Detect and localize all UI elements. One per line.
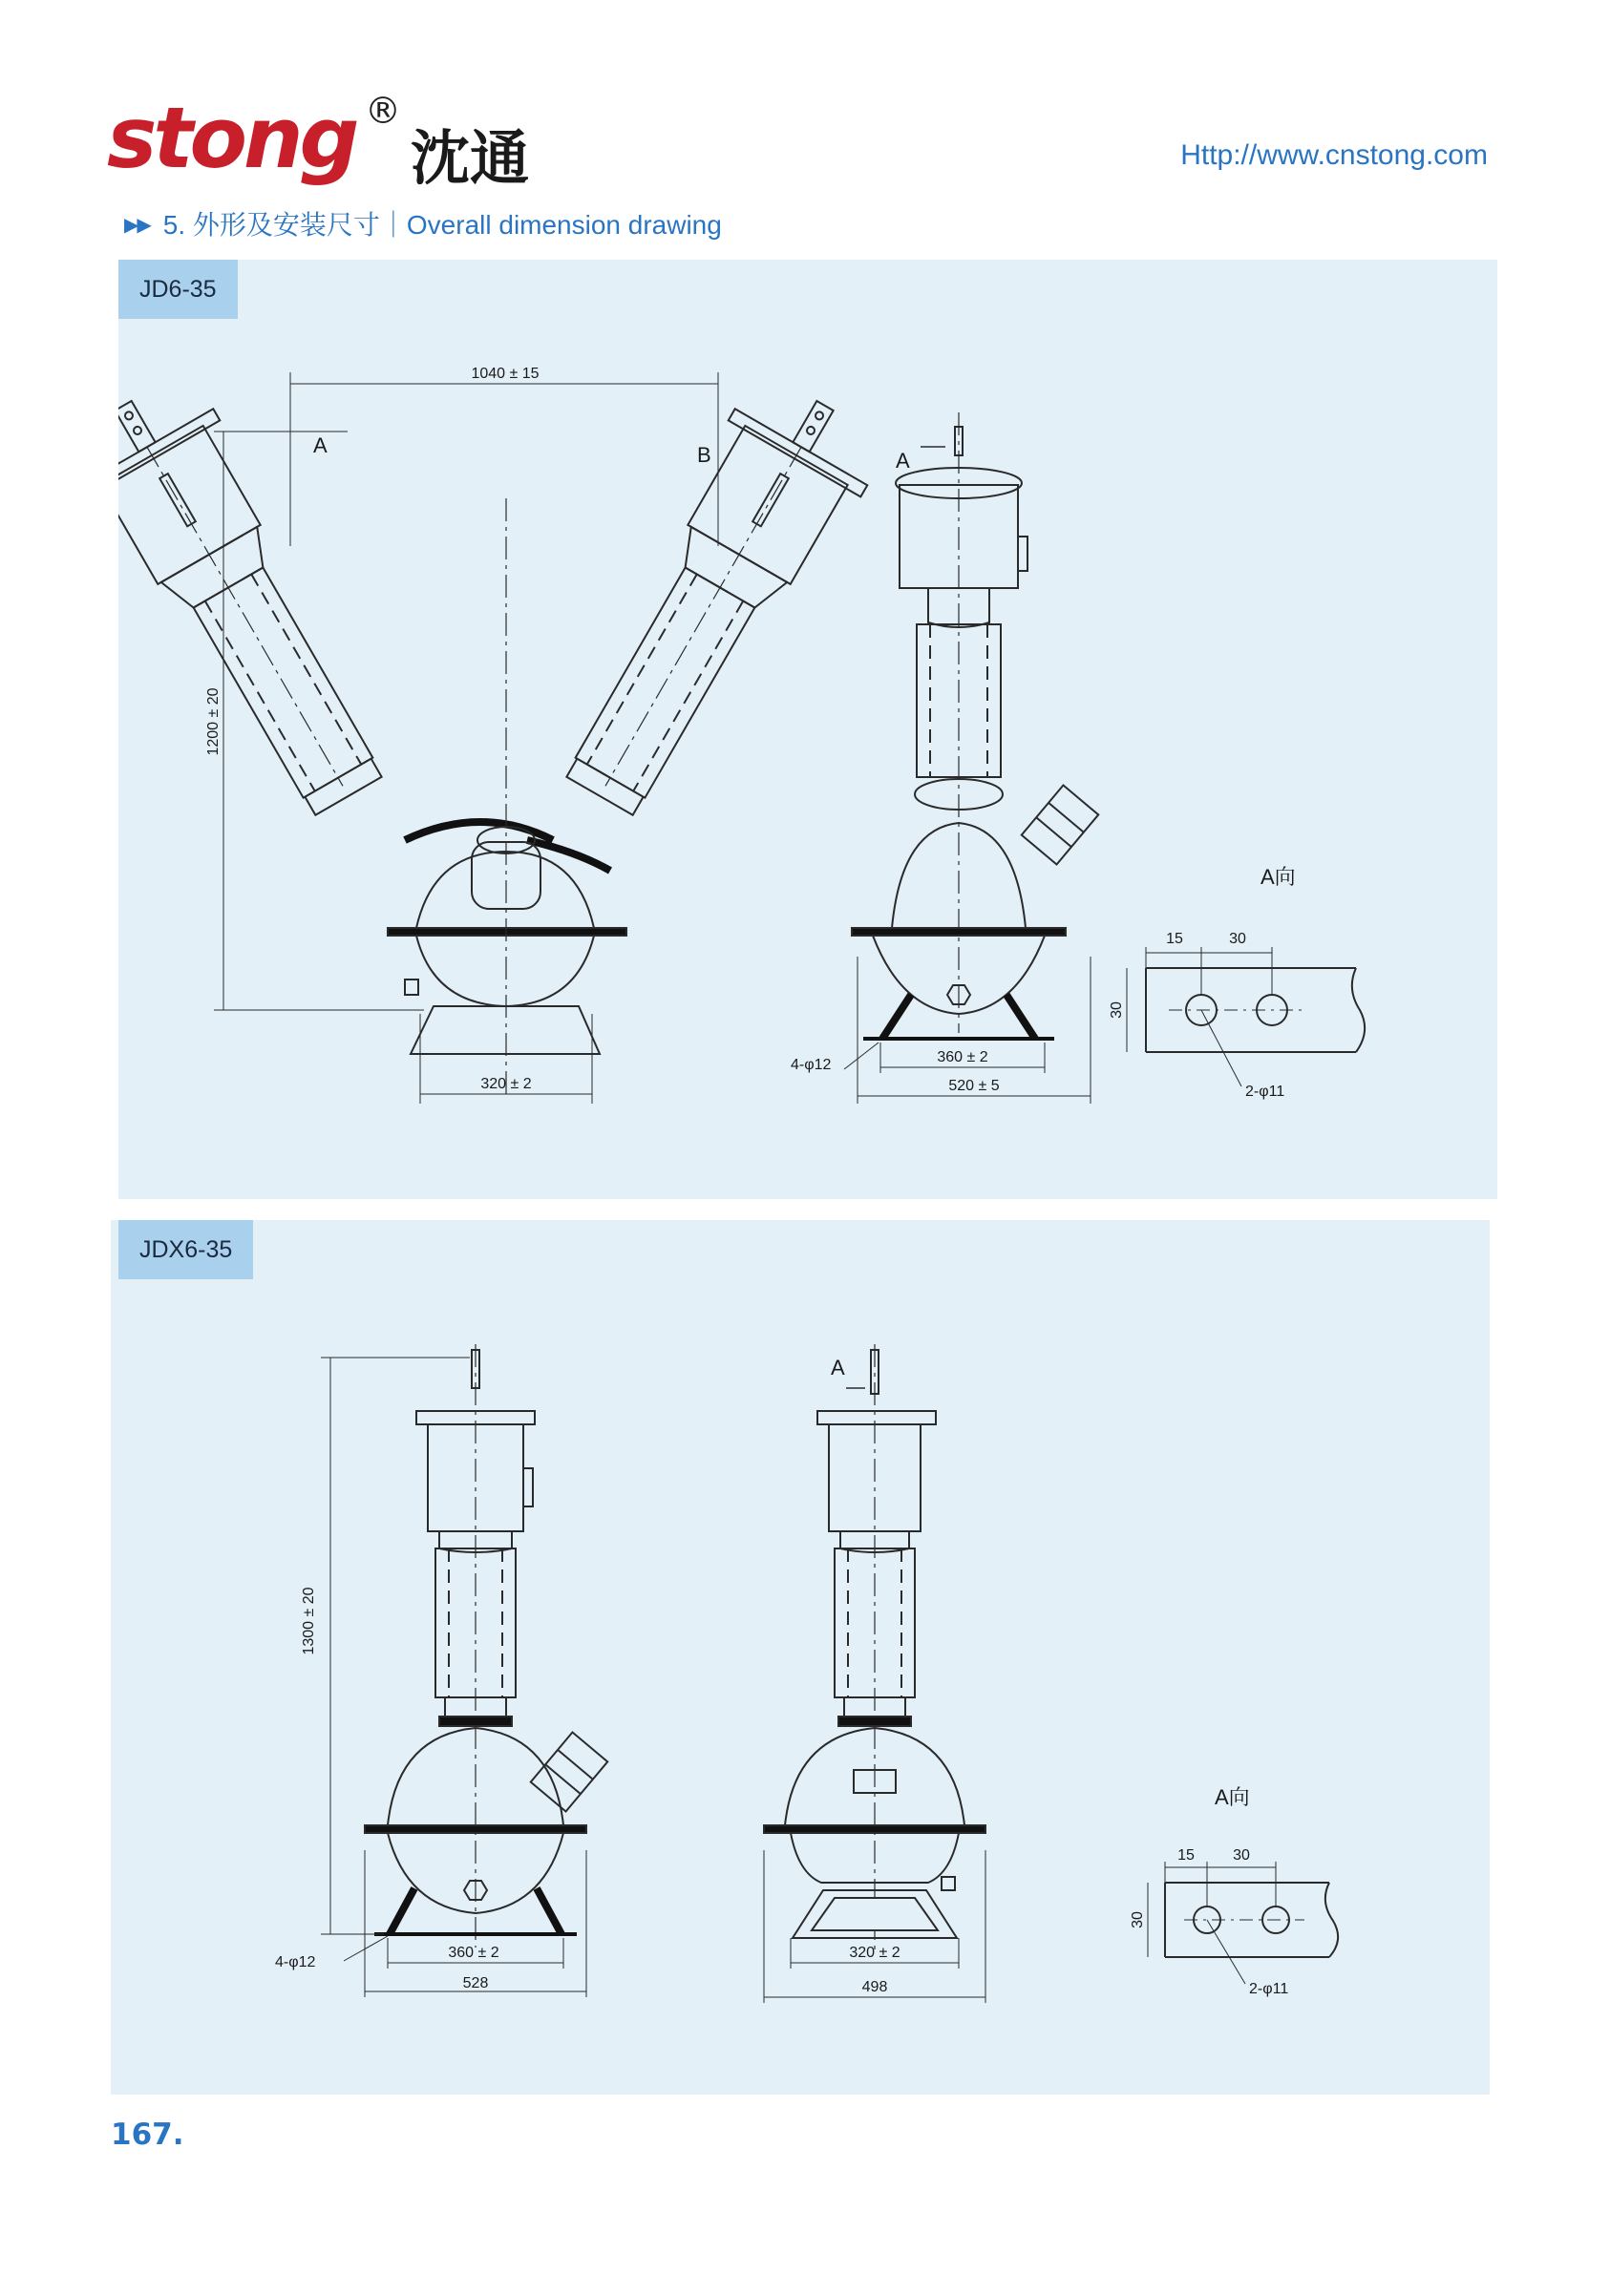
dim-feet-inner: 360 ± 2 — [937, 1049, 988, 1065]
terminal-b-label: B — [697, 443, 711, 467]
dim-base-outer: 498 — [861, 1979, 888, 1995]
website-url[interactable]: Http://www.cnstong.com — [1180, 139, 1488, 171]
view-dim-15: 15 — [1177, 1847, 1195, 1864]
page-number: 167. — [111, 2117, 184, 2152]
view-a-title: A向 — [1260, 865, 1296, 889]
left-insulator — [118, 368, 414, 834]
drawing-panel-jd6-35 — [118, 260, 1497, 1199]
model-tab-jdx6-35: JDX6-35 — [118, 1220, 253, 1279]
side-view-arrow-label: A — [896, 449, 910, 473]
hole-callout: 4-φ12 — [791, 1057, 832, 1073]
dim-feet-outer: 520 ± 5 — [948, 1078, 1000, 1094]
drawing-panel-jdx6-35 — [111, 1220, 1490, 2095]
dim-height: 1300 ± 20 — [301, 1587, 317, 1655]
dim-height: 1200 ± 20 — [205, 687, 222, 756]
dim-base-width: 320 ± 2 — [480, 1076, 532, 1092]
jdx6-35-dimension-drawing — [111, 1220, 1490, 2095]
hole-callout: 4-φ12 — [275, 1954, 316, 1970]
dim-feet-inner: 360 ± 2 — [448, 1945, 499, 1961]
jd6-35-dimension-drawing — [118, 260, 1497, 1199]
view-a-title: A向 — [1215, 1785, 1250, 1809]
section-title — [124, 204, 722, 242]
view-hole-callout: 2-φ11 — [1245, 1084, 1285, 1100]
section-title-text: 5. 外形及安装尺寸｜Overall dimension drawing — [162, 210, 722, 240]
double-arrow-icon: ▶▶ — [124, 215, 150, 236]
dim-base-inner: 320 ± 2 — [849, 1945, 900, 1961]
model-tab-jd6-35: JD6-35 — [118, 260, 238, 319]
view-dim-15: 15 — [1166, 931, 1183, 947]
view-dim-30-width: 30 — [1233, 1847, 1250, 1864]
view-dim-30-height: 30 — [1109, 1001, 1125, 1019]
side-view-arrow-label: A — [831, 1356, 845, 1380]
logo-chinese-name: 沈通 — [411, 123, 530, 193]
terminal-a-label: A — [313, 433, 328, 457]
registered-mark: ® — [365, 90, 401, 132]
right-insulator — [534, 368, 892, 834]
view-dim-30-height: 30 — [1130, 1911, 1146, 1928]
logo-wordmark: stong — [107, 89, 356, 187]
dim-width-top: 1040 ± 15 — [471, 366, 540, 382]
view-hole-callout: 2-φ11 — [1249, 1981, 1289, 1997]
view-dim-30-width: 30 — [1229, 931, 1246, 947]
dim-feet-outer: 528 — [462, 1975, 489, 1991]
